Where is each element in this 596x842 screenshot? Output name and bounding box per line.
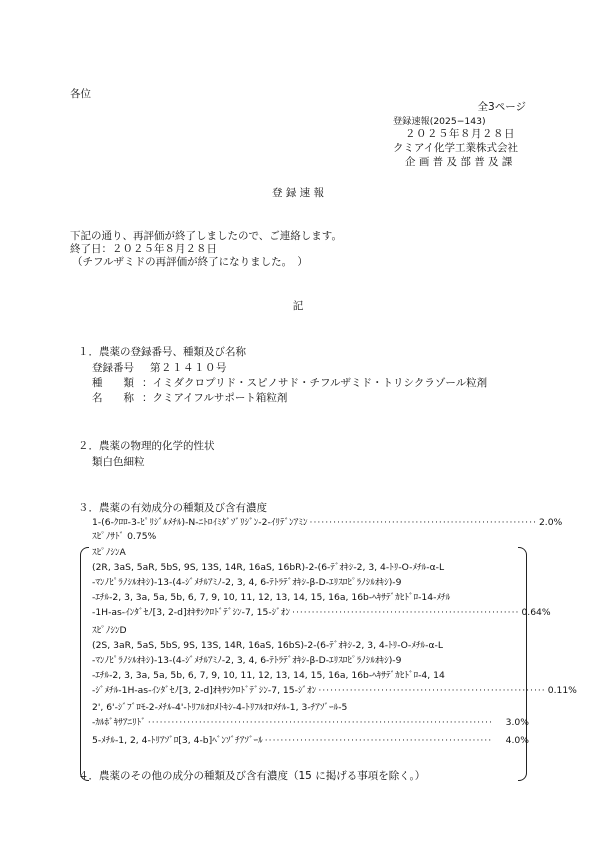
leader-dots: ························································································ [147,717,493,728]
section4-heading: ４．農薬のその他の成分の種類及び含有濃度（15 に掲げる事項を除く。） [78,770,426,782]
ki-mark: 記 [292,300,304,312]
spinosyn-a-line: -ﾏﾝﾉﾋﾟﾗﾉｼﾙｵｷｼ)-13-(4-ｼﾞﾒﾁﾙｱﾐﾉ-2, 3, 4, 6-ﾃﾄﾗﾃﾞｵｷｼ-β-D-ｴﾘｽﾛﾋﾟﾗﾉｼﾙｵｷｼ)-9 [92,577,402,588]
name-value: ：クミアイフルサポート箱粒剤 [142,392,288,404]
type-label: 種 類 [92,377,134,389]
department: 企 画 普 及 部 普 及 課 [405,156,513,168]
imidacloprid-row [92,517,563,529]
imidacloprid-name: 1-(6-ｸﾛﾛ-3-ﾋﾟﾘｼﾞﾙﾒﾁﾙ)-N-ﾆﾄﾛｲﾐﾀﾞｿﾞﾘｼﾞﾝ-2-ｲﾘﾃﾞﾝｱﾐﾝ [92,517,308,528]
physical-property: 類白色細粒 [92,456,145,468]
tricyclazole-concentration: 4.0% [505,735,529,746]
thifluzamide-line-1: 2', 6'-ｼﾞﾌﾞﾛﾓ-2-ﾒﾁﾙ-4'-ﾄﾘﾌﾙｵﾛﾒﾄｷｼ-4-ﾄﾘﾌﾙｵﾛﾒﾁﾙ-1, 3-ﾁｱｿﾞｰﾙ-5 [92,702,348,713]
intro-line-2: 終了日：２０２５年８月２８日 [70,243,217,255]
thifluzamide-line-2: -ｶﾙﾎﾞｷｻｱﾆﾘﾄﾞ [92,717,146,728]
company-name: クミアイ化学工業株式会社 [393,142,519,154]
spinosyn-a-last-line: -1H-as-ｲﾝﾀﾞｾﾉ[3, 2-d]ｵｷｻｼｸﾛﾄﾞﾃﾞｼﾝ-7, 15-ｼﾞｵﾝ [92,607,291,618]
spinosyn-d-line: -ｴﾁﾙ-2, 3, 3a, 5a, 5b, 6, 7, 9, 10, 11, 12, 13, 14, 15, 16a, 16b-ﾍｷｻﾃﾞｶﾋﾄﾞﾛ-4, 14 [92,670,445,681]
tricyclazole-row [92,735,529,747]
intro-line-1: 下記の通り、再評価が終了しましたので、ご連絡します。 [70,230,342,242]
spinosyn-d-label: ｽﾋﾟﾉｼﾝD [92,625,127,636]
spinosyn-d-line: (2S, 3aR, 5aS, 5bS, 9S, 13S, 14R, 16aS, 16bS)-2-(6-ﾃﾞｵｷｼ-2, 3, 4-ﾄﾘ-O-ﾒﾁﾙ-α-L [92,640,443,651]
spinosyn-a-label: ｽﾋﾟﾉｼﾝA [92,547,126,558]
intro-line-3: （チフルザミドの再評価が終了になりました。 ） [72,256,308,268]
type-value: ：イミダクロプリド・スピノサド・チフルザミド・トリシクラゾール粒剤 [142,377,488,389]
leader-dots: ·························································· [309,517,537,528]
spinosyn-d-line: -ﾏﾝﾉﾋﾟﾗﾉｼﾙｵｷｼ)-13-(4-ｼﾞﾒﾁﾙｱﾐﾉ-2, 3, 4, 6-ﾃﾄﾗﾃﾞｵｷｼ-β-D-ｴﾘｽﾛﾋﾟﾗﾉｼﾙｵｷｼ)-9 [92,655,402,666]
spinosyn-a-concentration: 0.64% [521,607,551,618]
name-label: 名 称 [92,392,134,404]
thifluzamide-concentration: 3.0% [505,717,529,728]
spinosad-total: ｽﾋﾟﾉｻﾄﾞ 0.75% [92,531,157,542]
spinosyn-a-line: -ｴﾁﾙ-2, 3, 3a, 5a, 5b, 6, 7, 9, 10, 11, 12, 13, 14, 15, 16a, 16b-ﾍｷｻﾃﾞｶﾋﾄﾞﾛ-14-ﾒﾁﾙ [92,592,451,603]
leader-dots: ·························································· [264,735,493,746]
spinosyn-d-last-line: -ｼﾞﾒﾁﾙ-1H-as-ｲﾝﾀﾞｾﾉ[3, 2-d]ｵｷｻｼｸﾛﾄﾞﾃﾞｼﾝ-7, 15-ｼﾞｵﾝ [92,685,317,696]
recipient: 各位 [70,88,91,100]
spinosyn-d-concentration: 0.11% [547,685,577,696]
bracket-left [80,547,89,781]
report-number: 登録速報(2025−143) [393,116,486,127]
spinosyn-d-last-row [92,685,577,697]
report-date: ２０２５年８月２８日 [405,128,515,140]
page-count: 全3ページ [477,101,526,113]
reg-number-label: 登録番号 [92,362,134,374]
leader-dots: ·························································· [318,685,546,696]
thifluzamide-row [92,717,529,729]
tricyclazole-name: 5-ﾒﾁﾙ-1, 2, 4-ﾄﾘｱｿﾞﾛ[3, 4-b]ﾍﾞﾝｿﾞﾁｱｿﾞｰﾙ [92,735,263,746]
reg-number-value: 第２１４１０号 [150,362,227,374]
section1-heading: １．農薬の登録番号、種類及び名称 [78,346,246,358]
leader-dots: ·························································· [292,607,520,618]
page-title: 登 録 速 報 [271,187,324,199]
spinosyn-a-line: (2R, 3aS, 5aR, 5bS, 9S, 13S, 14R, 16aS, 16bR)-2-(6-ﾃﾞｵｷｼ-2, 3, 4-ﾄﾘ-O-ﾒﾁﾙ-α-L [92,562,445,573]
imidacloprid-concentration: 2.0% [538,517,563,528]
spinosyn-a-last-row [92,607,551,619]
section3-heading: ３．農薬の有効成分の種類及び含有濃度 [78,502,267,514]
section2-heading: ２．農薬の物理的化学的性状 [78,440,215,452]
